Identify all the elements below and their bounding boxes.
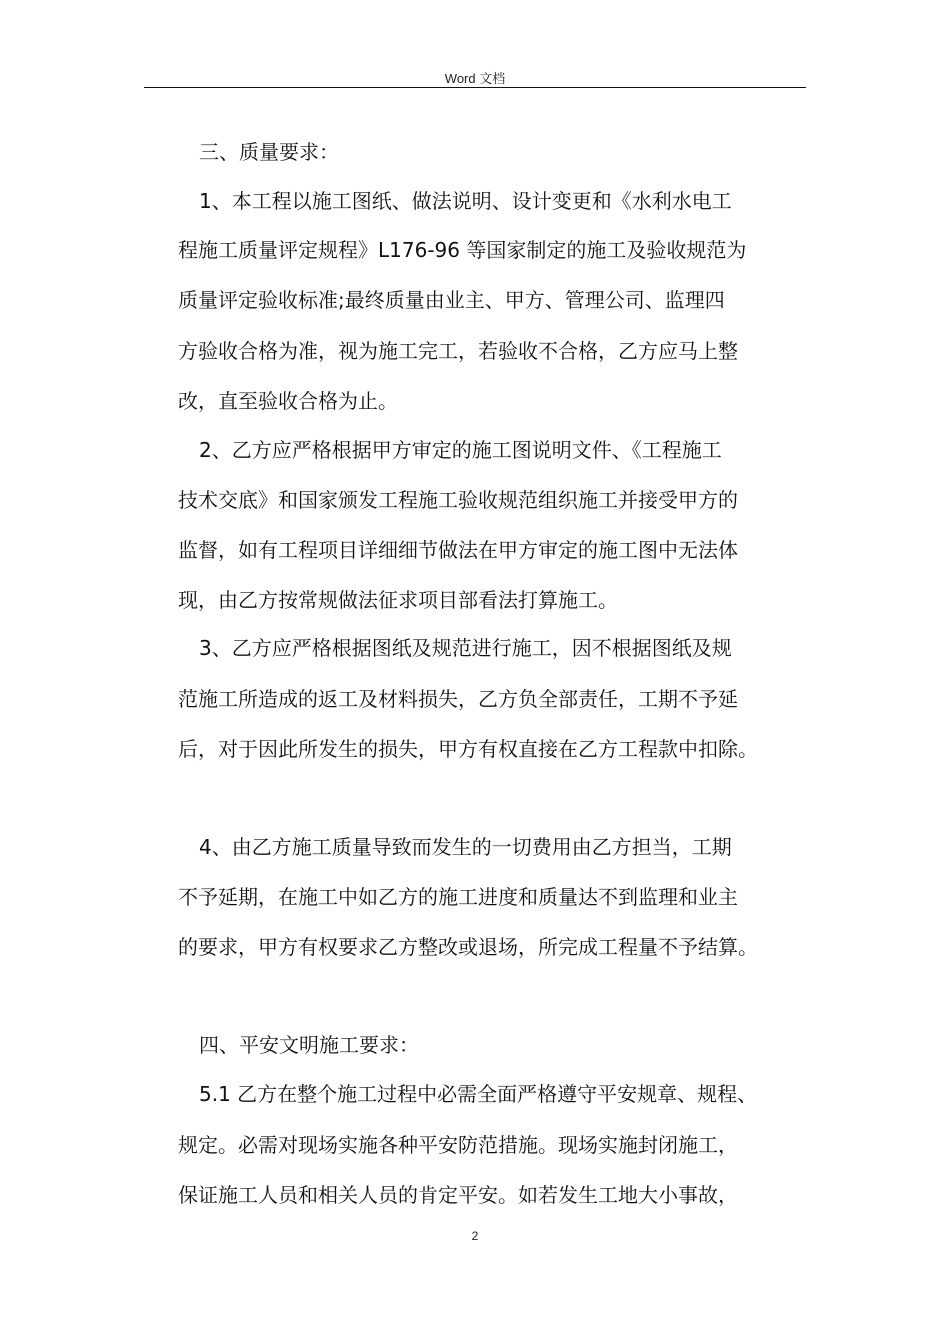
paragraph-line: 规定。必需对现场实施各种平安防范措施。现场实施封闭施工，	[178, 1133, 738, 1157]
section-heading-safety: 四、平安文明施工要求：	[199, 1033, 419, 1057]
paragraph-line: 4、由乙方施工质量导致而发生的一切费用由乙方担当，工期	[199, 835, 732, 859]
paragraph-line: 的要求，甲方有权要求乙方整改或退场，所完成工程量不予结算。	[178, 935, 758, 959]
paragraph-line: 方验收合格为准，视为施工完工，若验收不合格，乙方应马上整	[178, 339, 738, 363]
paragraph-line: 技术交底》和国家颁发工程施工验收规范组织施工并接受甲方的	[178, 488, 738, 512]
paragraph-line: 1、本工程以施工图纸、做法说明、设计变更和《水利水电工	[199, 189, 732, 213]
paragraph-line: 不予延期，在施工中如乙方的施工进度和质量达不到监理和业主	[178, 885, 738, 909]
paragraph-line: 5.1 乙方在整个施工过程中必需全面严格遵守平安规章、规程、	[199, 1082, 758, 1106]
paragraph-line: 3、乙方应严格根据图纸及规范进行施工，因不根据图纸及规	[199, 636, 732, 660]
paragraph-line: 程施工质量评定规程》L176-96 等国家制定的施工及验收规范为	[178, 238, 747, 262]
paragraph-line: 2、乙方应严格根据甲方审定的施工图说明文件、《工程施工	[199, 438, 722, 462]
paragraph-line: 现，由乙方按常规做法征求项目部看法打算施工。	[178, 588, 618, 612]
paragraph-line: 改，直至验收合格为止。	[178, 389, 398, 413]
header-divider	[144, 87, 806, 88]
page-number: 2	[471, 1229, 479, 1243]
paragraph-line: 质量评定验收标准;最终质量由业主、甲方、管理公司、监理四	[178, 288, 725, 312]
paragraph-line: 保证施工人员和相关人员的肯定平安。如若发生工地大小事故，	[178, 1183, 738, 1207]
paragraph-line: 范施工所造成的返工及材料损失，乙方负全部责任，工期不予延	[178, 687, 738, 711]
section-heading-quality: 三、质量要求：	[199, 140, 339, 164]
paragraph-line: 监督，如有工程项目详细细节做法在甲方审定的施工图中无法体	[178, 538, 738, 562]
page-header-title: Word 文档	[444, 71, 506, 86]
paragraph-line: 后，对于因此所发生的损失，甲方有权直接在乙方工程款中扣除。	[178, 737, 758, 761]
